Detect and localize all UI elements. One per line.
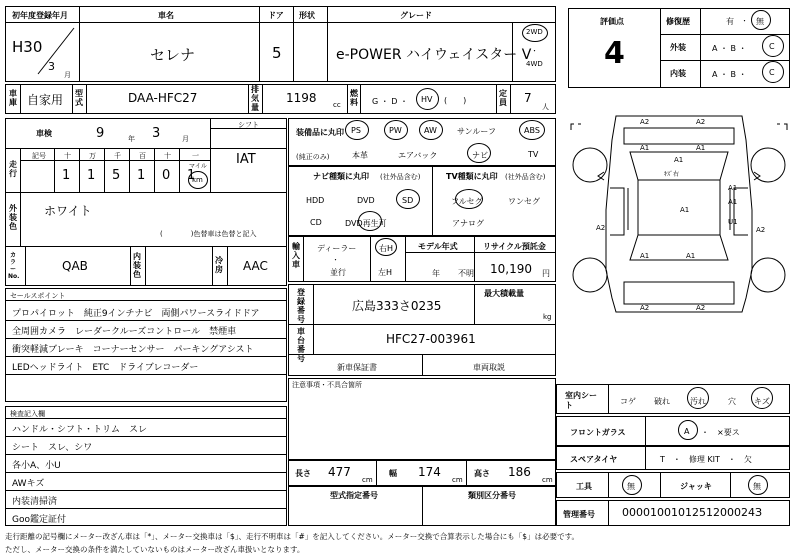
equip-leather: 本革 (352, 151, 368, 160)
equipment-sub: (純正のみ) (296, 153, 330, 161)
width-unit: cm (452, 476, 463, 484)
door-count: 5 (272, 44, 282, 62)
length-label: 長さ (295, 469, 311, 478)
sheet-label: 室内シート (565, 391, 597, 410)
equip-abs: ABS (524, 126, 540, 135)
interior-label: 内装 (670, 69, 686, 78)
registration-value: 広島333さ0235 (352, 299, 442, 313)
drive-4wd: 4WD (526, 60, 543, 68)
model-year-value: 不明 (458, 269, 474, 278)
registration-label: 登録番号 (297, 288, 305, 324)
fuel-label: 燃料 (350, 89, 358, 107)
equip-navi: ナビ (472, 151, 488, 160)
color-note: ( )色替車は色替と記入 (160, 230, 257, 238)
sales-point-3: 衝突軽減ブレーキ コーナーセンサー パーキングアシスト (12, 345, 254, 355)
caution-box (288, 378, 556, 460)
length-unit: cm (362, 476, 373, 484)
shape-label: 形状 (299, 11, 315, 20)
fuel-options: G ・ D ・ (372, 97, 408, 106)
km-label: km (192, 176, 203, 184)
svg-text:A2: A2 (640, 118, 650, 126)
import-right-hand: 右H (379, 244, 394, 253)
inspection-year: 9 (96, 126, 105, 141)
length-value: 477 (328, 465, 351, 479)
svg-text:A2: A2 (596, 224, 606, 232)
capacity-label: 定員 (499, 89, 507, 107)
navi-sd: SD (402, 196, 414, 205)
capacity-value: 7 (524, 91, 532, 105)
diagonal-divider (36, 26, 76, 76)
displacement-label: 排気量 (251, 85, 259, 112)
interior-grades: A ・ B ・ (712, 70, 747, 79)
warranty-label: 新車保証書 (337, 363, 377, 372)
interior-c: C (769, 68, 775, 77)
score-label: 評価点 (600, 17, 624, 26)
cc-unit: cc (333, 101, 341, 109)
svg-text:A2: A2 (640, 304, 650, 312)
mileage-label: 走行 (9, 160, 17, 178)
row2-table (5, 84, 556, 114)
jack-value: 無 (753, 482, 761, 491)
width-label: 幅 (389, 469, 397, 478)
svg-text:A1: A1 (674, 156, 684, 164)
ac-label: 冷房 (215, 256, 223, 274)
inspection-label: 車検 (36, 129, 52, 138)
sheet-yabure: 破れ (654, 397, 670, 406)
inspector-notes-label: 検査記入欄 (10, 410, 45, 418)
digit-header-6: 一 (192, 152, 199, 160)
sales-point-1: プロパイロット 純正9インチナビ 両側パワースライドドア (12, 309, 260, 319)
digit-6: 1 (187, 168, 196, 183)
caution-label: 注意事項・不具合箇所 (292, 381, 362, 389)
digit-2: 1 (87, 168, 96, 183)
model-year-label: モデル年式 (418, 242, 458, 251)
svg-text:A2: A2 (696, 118, 706, 126)
digit-5: 0 (162, 168, 171, 183)
inspector-note-4: AWキズ (12, 479, 45, 489)
fuel-selected: HV (421, 95, 433, 104)
digit-header-2: 万 (89, 152, 96, 160)
sheet-dirt: 汚れ (690, 397, 706, 406)
tv-header: TV種類に丸印 (446, 172, 498, 181)
sales-points-label: セールスポイント (10, 292, 66, 300)
inspection-month-unit: 月 (182, 135, 189, 143)
equip-aw: AW (424, 126, 437, 135)
svg-text:A1: A1 (686, 252, 696, 260)
digit-header-1: 十 (64, 152, 71, 160)
svg-text:A1: A1 (728, 198, 738, 206)
inspector-note-2: シート スレ、シワ (12, 443, 93, 453)
kg-unit: kg (543, 313, 552, 321)
color-no: QAB (62, 259, 88, 273)
svg-text:ｷｽﾞ右: ｷｽﾞ右 (664, 171, 680, 178)
equip-tv: TV (528, 150, 539, 159)
car-name-label: 車名 (158, 11, 174, 20)
repair-yes: 有 (726, 17, 734, 26)
ac-value: AAC (243, 259, 268, 273)
windshield-selected: A (684, 427, 690, 436)
tools-value: 無 (627, 482, 635, 491)
digit-4: 1 (137, 168, 146, 183)
equip-pw: PW (389, 126, 402, 135)
repair-sep: ・ (741, 17, 748, 25)
color-value: ホワイト (44, 204, 92, 218)
first-reg-label: 初年度登録年月 (12, 11, 68, 20)
management-label: 管理番号 (563, 510, 595, 519)
spare-label: スペアタイヤ (570, 455, 618, 464)
width-value: 174 (418, 465, 441, 479)
recycle-value: 10,190 (490, 262, 532, 276)
drive-2wd: 2WD (526, 28, 543, 36)
svg-text:A1: A1 (728, 184, 738, 192)
navi-cd: CD (310, 218, 322, 227)
inspector-note-3: 各小A、小U (12, 461, 61, 471)
shift-label: シフト (238, 121, 259, 129)
digit-3: 5 (112, 168, 121, 183)
grade-value: e-POWER ハイウェイスター V (336, 47, 532, 63)
inspector-note-6: Goo鑑定証付 (12, 515, 66, 525)
windshield-rest: ・ ×要ス (701, 428, 740, 437)
mile-label: マイル (189, 163, 207, 170)
model-year-unit: 年 (432, 269, 440, 278)
recycle-unit: 円 (542, 269, 550, 278)
height-unit: cm (542, 476, 553, 484)
management-value: 0000100101251200024З (622, 506, 763, 519)
inspection-month: 3 (152, 126, 161, 141)
spare-value: T ・ 修理 KIT ・ 欠 (660, 455, 752, 464)
digit-1: 1 (62, 168, 71, 183)
svg-text:A2: A2 (696, 304, 706, 312)
recycle-label: リサイクル預託金 (483, 242, 546, 251)
windshield-label: フロントガラス (570, 428, 626, 437)
door-label: ドア (268, 11, 284, 20)
drive-sep: ・ (531, 47, 538, 55)
jack-label: ジャッキ (680, 482, 712, 491)
svg-text:A1: A1 (640, 144, 650, 152)
digit-header-4: 百 (139, 152, 146, 160)
svg-text:A1: A1 (696, 144, 706, 152)
equip-airbag: エアバック (398, 151, 438, 160)
chassis-value: HFC27-003961 (386, 332, 476, 346)
first-reg-month: 3 (48, 60, 55, 73)
sheet-scratch: キズ (754, 397, 770, 406)
color-no-label: カラーNo. (8, 252, 20, 280)
first-reg-era: H30 (12, 38, 43, 56)
chassis-label: 車台番号 (297, 327, 305, 363)
type-designation-label: 型式指定番号 (330, 491, 378, 500)
usage-value: 自家用 (27, 93, 64, 107)
import-parallel: 並行 (330, 268, 346, 277)
interior-color-label: 内装色 (133, 252, 141, 279)
tv-analog: アナログ (452, 219, 484, 228)
height-value: 186 (508, 465, 531, 479)
color-label: 外装色 (9, 204, 17, 231)
svg-text:A1: A1 (680, 206, 690, 214)
category-label: 類別区分番号 (468, 491, 516, 500)
equipment-label: 装備品に丸印 (296, 128, 344, 137)
repair-label: 修復歴 (666, 17, 690, 26)
import-label: 輸入車 (292, 242, 300, 269)
displacement-value: 1198 (286, 91, 317, 105)
inspector-note-5: 内装清掃済 (12, 497, 58, 507)
type-label: 型式 (75, 89, 83, 107)
tv-oneseg: ワンセグ (508, 197, 540, 206)
max-load-label: 最大積載量 (484, 289, 524, 298)
month-unit: 月 (64, 71, 71, 79)
equip-ps: PS (351, 126, 361, 135)
import-dealer: ディーラー (317, 244, 357, 253)
svg-text:U1: U1 (728, 218, 738, 226)
equip-sunroof: サンルーフ (457, 127, 496, 136)
sales-point-4: LEDヘッドライト ETC ドライブレコーダー (12, 363, 199, 373)
svg-text:A2: A2 (756, 226, 766, 234)
digit-header-5: 十 (164, 152, 171, 160)
inspection-year-unit: 年 (128, 135, 135, 143)
sales-point-2: 全周囲カメラ レーダークルーズコントロール 禁煙車 (12, 327, 237, 337)
navi-dvd: DVD (357, 196, 375, 205)
score-value: 4 (604, 36, 625, 71)
tv-fullseg: フルセグ (451, 197, 483, 206)
navi-hdd: HDD (306, 196, 325, 205)
exterior-grades: A ・ B ・ (712, 44, 747, 53)
inspector-note-1: ハンドル・シフト・トリム スレ (12, 425, 148, 435)
svg-text:A1: A1 (640, 252, 650, 260)
navi-dvd-play: DVD再生可 (345, 219, 387, 228)
grade-label: グレード (400, 11, 432, 20)
car-damage-diagram (568, 100, 790, 370)
sheet-koge: コゲ (620, 397, 636, 406)
usage-label: 車庫 (9, 89, 17, 107)
navi-header-sub: (社外品含む) (380, 173, 421, 181)
import-left-hand: 左H (378, 268, 393, 277)
car-name: セレナ (150, 46, 196, 64)
exterior-c: C (769, 42, 775, 51)
footer-line-1: 走行距離の記号欄にメーター改ざん車は「*」、メーター交換車は「$」、走行不明車は「#」を記入してください。メーター交換で合算表示した場合にも「$」は必要です。 (5, 532, 579, 541)
capacity-unit: 人 (542, 103, 549, 111)
mileage-mark: 記号 (32, 152, 46, 160)
footer-line-2: ただし、メーター交換の条件を満たしていないものはメーター改ざん車扱いとなります。 (5, 545, 305, 554)
fuel-other: ( ) (444, 96, 467, 105)
manual-label: 車両取説 (473, 363, 505, 372)
tools-label: 工具 (576, 482, 592, 491)
navi-header: ナビ種類に丸印 (313, 172, 369, 181)
sheet-hole: 穴 (728, 397, 736, 406)
repair-no: 無 (756, 17, 764, 26)
type-value: DAA-HFC27 (128, 91, 198, 105)
exterior-label: 外装 (670, 43, 686, 52)
tv-header-sub: (社外品含む) (505, 173, 546, 181)
shift-value: IAT (236, 152, 256, 167)
digit-header-3: 千 (114, 152, 121, 160)
height-label: 高さ (474, 469, 490, 478)
import-dot: ・ (332, 256, 339, 264)
